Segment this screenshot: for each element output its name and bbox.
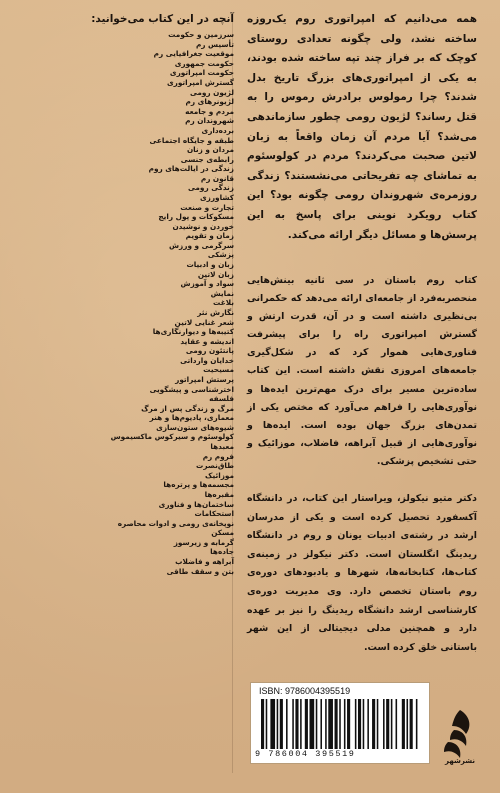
toc-list <box>94 30 234 576</box>
toc-item: زندگی رومی <box>188 183 234 193</box>
toc-item: پرستش امپراتور <box>175 374 234 384</box>
barcode-bar <box>358 699 361 749</box>
toc-item: طبقه و جایگاه اجتماعی <box>149 135 234 145</box>
toc-item: مردان و زنان <box>186 145 234 155</box>
toc-item: تأسیس رم <box>195 39 234 49</box>
author-bio-text: دکتر متیو نیکولز، ویراستار این کتاب، در دانشگاه آکسفورد تحصیل کرده است و یکی از مدرسان ارشد در رشته‌ی ادبیات یونان و روم در دانشگاه ریدینگ انگلستان است. دکتر نیکولز در زمینه‌ی کتاب‌ها، کتابخانه‌ها، شهرها و یادبودهای دوره‌ی روم باستان تخصص دارد. وی مدیریت دوره‌ی کارشناسی ارشد دانشگاه ریدینگ را نیز بر عهده دارد و همچنین مدلی دیجیتالی از این شهر باستانی خلق کرده است. <box>247 493 477 653</box>
toc-item: بتن و سقف طاقی <box>166 566 234 576</box>
barcode-bar <box>347 699 350 749</box>
barcode-bar <box>416 699 418 749</box>
toc-item: مردم و جامعه <box>185 106 234 116</box>
barcode-bar <box>391 699 393 749</box>
toc-item: بلاغت <box>213 298 234 308</box>
toc-item: شهروندان رم <box>185 116 234 126</box>
barcode <box>250 682 430 764</box>
toc-item: خوردن و نوشیدن <box>172 221 234 231</box>
barcode-bar <box>372 699 375 749</box>
barcode-bar <box>355 699 357 749</box>
toc-item: لژیون رومی <box>190 87 234 97</box>
toc-item: زبان و ادبیات <box>186 260 234 270</box>
barcode-bar <box>402 699 405 749</box>
barcode-bar <box>280 699 283 749</box>
description-text: کتاب روم باستان در سی ثانیه بینش‌هایی منحصربه‌فرد از جامعه‌ای ارائه می‌دهد که حکمرانی بی‌نظیری داشته است و در آن، قدرت ارتش و گسترش امپراتوری راه را برای پیشرفت فناوری‌هایی هموار کرد که در شکل‌گیری جامعه‌های امروزی نقش داشته است. این کتاب ساده‌ترین مسیر برای درک مهم‌ترین ایده‌ها و نوآوری‌هایی را فراهم می‌آورد که مختص یکی از تمدن‌های بزرگ جهان بوده است. ایده‌ها و نوآوری‌هایی از قبیل آبراهه، فاضلاب، موزائیک و حتی تشخیص پزشکی. <box>247 275 477 467</box>
toc-item: مرگ و زندگی پس از مرگ <box>141 403 234 413</box>
toc-item: کولوسئوم و سیرکوس ماکسیموس <box>110 432 234 442</box>
barcode-bar <box>320 699 322 749</box>
toc-item: مسیحیت <box>203 365 234 375</box>
barcode-bar <box>286 699 288 749</box>
barcode-bar <box>300 699 302 749</box>
publisher-logo-icon <box>440 706 480 762</box>
barcode-bar <box>377 699 379 749</box>
barcode-bar <box>396 699 398 749</box>
toc-item: مسکوکات و پول رایج <box>158 212 234 222</box>
barcode-bar <box>295 699 298 749</box>
toc-item: پزشکی <box>207 250 234 260</box>
toc-item: رابطه‌ی جنسی <box>180 154 234 164</box>
barcode-bar <box>363 699 365 749</box>
publisher-name: نشرشهر <box>445 757 475 765</box>
barcode-bar <box>410 699 413 749</box>
table-of-contents <box>91 12 234 576</box>
toc-item: مجسمه‌ها و پرتره‌ها <box>163 480 234 490</box>
toc-item: معماری، پادیوم‌ها و هنر <box>149 413 234 423</box>
toc-item: گرمابه و زیرسوز <box>173 537 234 547</box>
toc-title: آنچه در این کتاب می‌خوانید: <box>91 13 234 25</box>
toc-item: گسترش امپراتوری <box>166 78 234 88</box>
toc-item: کشاورزی <box>199 193 234 202</box>
toc-item: برده‌داری <box>201 125 234 135</box>
barcode-bar <box>383 699 385 749</box>
toc-item: فروم رم <box>202 451 234 461</box>
author-bio-paragraph <box>247 490 477 657</box>
toc-item: نوپخانه‌ی رومی و ادوات محاصره <box>117 518 234 528</box>
toc-item: زمان و تقویم <box>185 231 234 241</box>
barcode-bar <box>339 699 341 749</box>
description-paragraph <box>247 272 477 471</box>
toc-item: زبان لاتین <box>197 269 234 279</box>
toc-item: لژیونرهای رم <box>185 97 234 107</box>
toc-item: سرگرمی و ورزش <box>168 240 234 250</box>
barcode-bar <box>316 699 318 749</box>
barcode-bar <box>261 699 264 749</box>
toc-item: تجارت و صنعت <box>180 202 234 212</box>
toc-item: حکومت امپراتوری <box>169 68 234 78</box>
toc-item: خدایان وارداتی <box>180 355 234 365</box>
toc-item: جاده‌ها <box>210 547 234 557</box>
isbn-label: ISBN: 9786004395519 <box>259 686 351 696</box>
barcode-bar <box>406 699 408 749</box>
toc-item: کتیبه‌ها و دیوارنگاری‌ها <box>152 327 234 337</box>
toc-item: پانتئون رومی <box>185 346 234 356</box>
barcode-bar <box>335 699 338 749</box>
barcode-bar <box>344 699 346 749</box>
toc-item: مقبره‌ها <box>204 489 234 499</box>
barcode-bars <box>261 699 419 749</box>
toc-item: موزائیک <box>205 470 234 480</box>
toc-item: شعر غنایی لاتین <box>174 317 234 327</box>
toc-item: اخترشناسی و پیشگویی <box>149 384 234 394</box>
toc-item: ساختمان‌ها و فناوری <box>158 499 234 509</box>
toc-item: فلسفه <box>209 394 234 404</box>
toc-item: اندیشه و عقاید <box>180 336 234 346</box>
barcode-bar <box>367 699 369 749</box>
barcode-bar <box>266 699 268 749</box>
toc-item: حکومت جمهوری <box>174 58 234 68</box>
barcode-bar <box>270 699 275 749</box>
toc-item: نمایش <box>210 288 234 298</box>
barcode-bar <box>386 699 389 749</box>
barcode-bar <box>328 699 333 749</box>
intro-text: همه می‌دانیم که امپراتوری روم یک‌روزه ساخته نشد، ولی چگونه تعدادی روستای کوچک که بر فراز چند تپه ساخته شده بودند، به یکی از امپراتوری‌های بزرگ تاریخ بدل شدند؟ چرا رمولوس برادرش رموس را به قتل رساند؟ لژیون رومی چطور سازماندهی می‌شد؟ آیا مردم آن زمان واقعاً به زبان لاتین صحبت می‌کردند؟ مردم در کولوسئوم به تماشای چه تفریحاتی می‌نشستند؟ زندگی روزمره‌ی شهروندان رومی چگونه بود؟ این کتاب رویکرد نوینی برای پاسخ به این پرسش‌ها و مسائل دیگر ارائه می‌کند. <box>247 13 477 241</box>
toc-item: استحکامات <box>194 509 234 519</box>
toc-item: طاق‌نصرت <box>196 461 234 471</box>
toc-item: مسکن <box>211 528 234 538</box>
toc-item: موقعیت جغرافیایی رم <box>153 49 234 59</box>
toc-item: قانون رم <box>200 173 234 183</box>
barcode-digits: 9 786004 395519 <box>255 749 356 759</box>
toc-item: شیوه‌های ستون‌سازی <box>156 422 234 432</box>
toc-item: سرزمین و حکومت <box>168 30 234 40</box>
intro-paragraph <box>247 10 477 245</box>
toc-item: نگارش نثر <box>197 307 234 317</box>
barcode-bar <box>277 699 279 749</box>
barcode-bar <box>305 699 308 749</box>
toc-item: آبراهه و فاضلاب <box>175 556 234 566</box>
barcode-bar <box>325 699 327 749</box>
toc-item: معبدها <box>210 442 234 452</box>
toc-item: زندگی در ایالت‌های روم <box>148 164 234 174</box>
barcode-bar <box>309 699 314 749</box>
toc-item: سواد و آموزش <box>180 279 234 289</box>
barcode-bar <box>292 699 294 749</box>
